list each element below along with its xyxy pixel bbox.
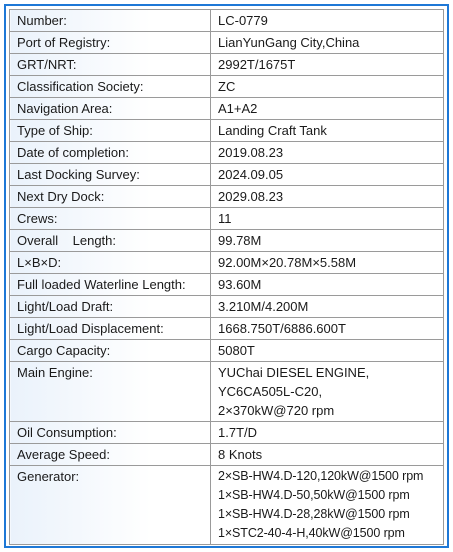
- spec-value-line: ZC: [218, 79, 236, 94]
- spec-value: [211, 362, 444, 422]
- spec-label: Cargo Capacity:: [10, 340, 211, 362]
- spec-row: [10, 252, 444, 274]
- spec-value: [211, 164, 444, 186]
- spec-row: [10, 230, 444, 252]
- spec-label: Number:: [10, 10, 211, 32]
- spec-row: [10, 76, 444, 98]
- spec-table-body: [10, 10, 444, 545]
- spec-label: Light/Load Displacement:: [10, 318, 211, 340]
- spec-row: [10, 466, 444, 545]
- spec-label: Generator:: [10, 466, 211, 545]
- spec-sheet-frame: [4, 4, 449, 548]
- spec-label: Average Speed:: [10, 444, 211, 466]
- spec-value-line: 3.210M/4.200M: [218, 299, 309, 314]
- spec-value-line: 1.7T/D: [218, 425, 258, 440]
- spec-label: L×B×D:: [10, 252, 211, 274]
- spec-row: [10, 32, 444, 54]
- spec-label: Classification Society:: [10, 76, 211, 98]
- spec-value: [211, 54, 444, 76]
- spec-value-line: A1+A2: [218, 101, 258, 116]
- spec-value-line: 11: [218, 211, 232, 226]
- spec-value: [211, 10, 444, 32]
- spec-row: [10, 444, 444, 466]
- spec-value-line: 1×STC2-40-4-H,40kW@1500 rpm: [218, 526, 405, 540]
- spec-label: Navigation Area:: [10, 98, 211, 120]
- spec-row: [10, 164, 444, 186]
- spec-value-line: 2019.08.23: [218, 145, 284, 160]
- spec-value-line: Landing Craft Tank: [218, 123, 327, 138]
- spec-value-line: LC-0779: [218, 13, 268, 28]
- spec-row: [10, 98, 444, 120]
- spec-label: Last Docking Survey:: [10, 164, 211, 186]
- spec-value: [211, 98, 444, 120]
- spec-label: Light/Load Draft:: [10, 296, 211, 318]
- spec-value-line: 2029.08.23: [218, 189, 284, 204]
- spec-row: [10, 142, 444, 164]
- spec-label: Type of Ship:: [10, 120, 211, 142]
- spec-label: Main Engine:: [10, 362, 211, 422]
- spec-row: [10, 208, 444, 230]
- spec-row: [10, 362, 444, 422]
- spec-value-line: 92.00M×20.78M×5.58M: [218, 255, 357, 270]
- spec-value: [211, 274, 444, 296]
- spec-label: Oil Consumption:: [10, 422, 211, 444]
- spec-value: [211, 252, 444, 274]
- spec-value: [211, 142, 444, 164]
- spec-value: [211, 422, 444, 444]
- spec-value-line: 2×370kW@720 rpm: [218, 403, 335, 418]
- spec-value-line: 1668.750T/6886.600T: [218, 321, 346, 336]
- spec-row: [10, 10, 444, 32]
- ship-specification-table: [9, 9, 444, 545]
- spec-value-line: 1×SB-HW4.D-50,50kW@1500 rpm: [218, 488, 410, 502]
- spec-label: Date of completion:: [10, 142, 211, 164]
- spec-row: [10, 186, 444, 208]
- spec-value-line: 2×SB-HW4.D-120,120kW@1500 rpm: [218, 469, 424, 483]
- spec-label: Overall Length:: [10, 230, 211, 252]
- spec-value: [211, 230, 444, 252]
- spec-label: GRT/NRT:: [10, 54, 211, 76]
- spec-row: [10, 296, 444, 318]
- spec-value-line: 1×SB-HW4.D-28,28kW@1500 rpm: [218, 507, 410, 521]
- spec-value-line: YC6CA505L-C20,: [218, 384, 323, 399]
- spec-value-line: 8 Knots: [218, 447, 263, 462]
- spec-value-line: YUChai DIESEL ENGINE,: [218, 365, 370, 380]
- spec-row: [10, 340, 444, 362]
- spec-value: [211, 208, 444, 230]
- spec-value: [211, 444, 444, 466]
- spec-value: [211, 32, 444, 54]
- spec-value: [211, 318, 444, 340]
- spec-value-line: LianYunGang City,China: [218, 35, 360, 50]
- spec-label: Crews:: [10, 208, 211, 230]
- spec-value: [211, 340, 444, 362]
- spec-label: Next Dry Dock:: [10, 186, 211, 208]
- spec-row: [10, 274, 444, 296]
- spec-label: Full loaded Waterline Length:: [10, 274, 211, 296]
- spec-row: [10, 422, 444, 444]
- spec-label: Port of Registry:: [10, 32, 211, 54]
- spec-value: [211, 76, 444, 98]
- spec-value-line: 93.60M: [218, 277, 262, 292]
- spec-value: [211, 120, 444, 142]
- spec-value: [211, 296, 444, 318]
- spec-value: [211, 186, 444, 208]
- spec-value-line: 5080T: [218, 343, 255, 358]
- spec-value-line: 99.78M: [218, 233, 262, 248]
- spec-row: [10, 54, 444, 76]
- spec-row: [10, 318, 444, 340]
- spec-value: [211, 466, 444, 545]
- spec-value-line: 2024.09.05: [218, 167, 284, 182]
- spec-row: [10, 120, 444, 142]
- spec-value-line: 2992T/1675T: [218, 57, 296, 72]
